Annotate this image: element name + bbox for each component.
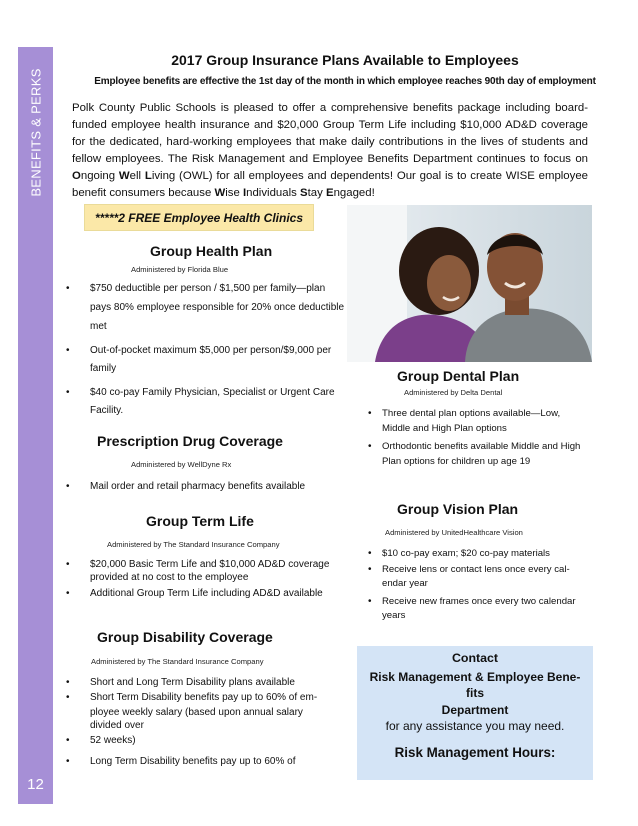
list-item: • Three dental plan options available—Low, Middle and High Plan options xyxy=(366,407,590,436)
free-clinics-banner: *****2 FREE Employee Health Clinics xyxy=(84,204,314,231)
term-life-list xyxy=(62,558,346,600)
dental-plan-title: Group Dental Plan xyxy=(397,368,520,384)
list-item: • Out-of-pocket maximum $5,000 per person/$9,000 per family xyxy=(62,342,346,378)
sidebar-section-label: BENEFITS & PERKS xyxy=(29,67,44,197)
list-item: • Orthodontic benefits available Middle and High Plan options for children up age 19 xyxy=(366,440,590,469)
disability-list xyxy=(62,676,332,768)
intro-paragraph: Polk County Public Schools is pleased to offer a comprehensive benefits package including board-funded employee health insurance and $20,000 Group Term Life including $10,000 AD&D coverage for the dedicated, hard-working employees that make daily contributions in the lives of students and fellow employees. The Risk Management and Employee Benefits Department continues to focus on Ongoing Well Living (OWL) for all employees and dependents! Our goal is to create WISE employee benefit consumers because Wise Individuals Stay Engaged! xyxy=(72,102,589,199)
vision-plan-list xyxy=(366,547,592,624)
term-life-admin: Administered by The Standard Insurance Company xyxy=(107,540,280,549)
contact-box xyxy=(357,646,593,780)
term-life-title: Group Term Life xyxy=(146,513,254,529)
list-item: • $40 co-pay Family Physician, Specialist or Urgent Care Facility. xyxy=(62,384,346,420)
list-item: • $20,000 Basic Term Life and $10,000 AD&D coverage provided at no cost to the employee xyxy=(62,558,346,584)
contact-note: for any assistance you may need. xyxy=(385,719,565,733)
dental-plan-list xyxy=(366,407,590,469)
contact-hours: Risk Management Hours: xyxy=(394,745,556,760)
contact-dept-line3: Department xyxy=(441,703,509,717)
disability-admin: Administered by The Standard Insurance Company xyxy=(91,657,264,666)
page-subtitle: Employee benefits are effective the 1st day of the month in which employee reaches 90th day of employment xyxy=(94,76,596,87)
list-item: • Receive lens or contact lens once every cal-endar year xyxy=(366,563,592,592)
rx-coverage-admin: Administered by WellDyne Rx xyxy=(131,460,232,469)
dental-plan-admin: Administered by Delta Dental xyxy=(404,388,503,397)
couple-photo xyxy=(347,205,592,362)
health-plan-admin: Administered by Florida Blue xyxy=(131,265,229,274)
page-title: 2017 Group Insurance Plans Available to Employees xyxy=(171,52,519,68)
rx-coverage-title: Prescription Drug Coverage xyxy=(97,433,283,449)
vision-plan-title: Group Vision Plan xyxy=(397,501,519,517)
contact-dept-line1: Risk Management & Employee Bene- xyxy=(369,670,581,684)
list-item: • 52 weeks) xyxy=(62,734,332,747)
page-number: 12 xyxy=(27,776,44,793)
list-item: • Long Term Disability benefits pay up to 60% of xyxy=(62,755,332,768)
health-plan-title: Group Health Plan xyxy=(150,243,273,259)
list-item: • Short and Long Term Disability plans available xyxy=(62,676,332,689)
rx-coverage-list xyxy=(62,479,346,494)
health-plan-list xyxy=(62,279,346,420)
list-item: • $10 co-pay exam; $20 co-pay materials xyxy=(366,547,592,562)
contact-dept-line2: fits xyxy=(466,686,484,700)
list-item: • Additional Group Term Life including AD&D available xyxy=(62,587,346,600)
disability-title: Group Disability Coverage xyxy=(97,629,273,645)
contact-heading: Contact xyxy=(451,651,499,665)
list-item: • Short Term Disability benefits pay up to 60% of em- xyxy=(62,691,332,704)
list-item: • Receive new frames once every two calendar years xyxy=(366,595,592,624)
vision-plan-admin: Administered by UnitedHealthcare Vision xyxy=(385,528,523,537)
list-item: ployee weekly salary (based upon annual salary divided over xyxy=(90,707,303,731)
list-item: • Mail order and retail pharmacy benefits available xyxy=(62,479,346,494)
list-item: • $750 deductible per person / $1,500 per family—plan pays 80% employee responsible for 20% once deductible met xyxy=(62,279,346,336)
